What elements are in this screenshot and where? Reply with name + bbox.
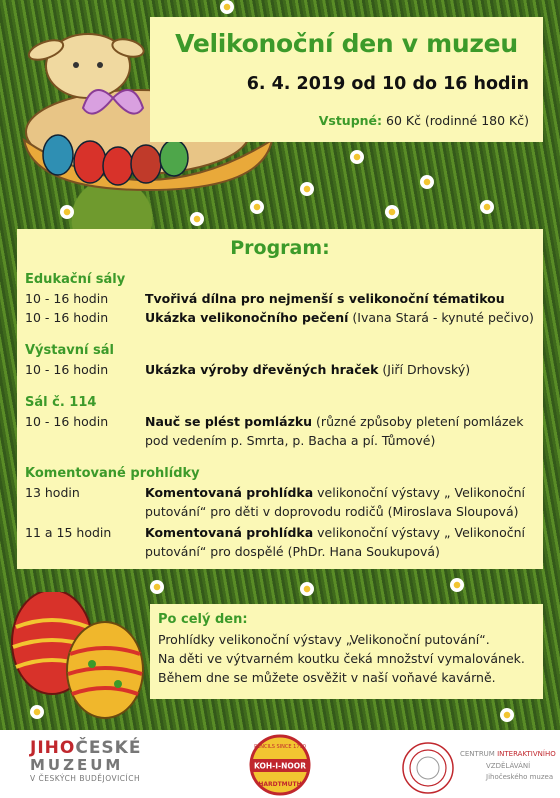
row-activity: Ukázka velikonočního pečení	[145, 310, 349, 325]
program-panel	[17, 229, 543, 569]
row-detail: velikonoční výstavy „ Velikonoční	[313, 525, 525, 540]
row-continuation: putování“ pro děti v doprovodu rodičů (Miroslava Sloupová)	[145, 504, 519, 519]
interactive-education-center-logo	[398, 740, 556, 796]
program-row	[25, 360, 470, 379]
section-title: Výstavní sál	[25, 343, 114, 358]
daisy-icon	[220, 0, 234, 14]
daisy-icon	[500, 708, 514, 722]
row-continuation: pod vedením p. Smrta, p. Bacha a pí. Tůmové)	[145, 433, 436, 448]
koh-i-noor-logo	[248, 734, 312, 796]
row-time: 10 - 16 hodin	[25, 310, 109, 325]
row-activity: Ukázka výroby dřevěných hraček	[145, 362, 379, 377]
daisy-icon	[300, 582, 314, 596]
daisy-icon	[350, 150, 364, 164]
row-detail: (Jiří Drhovský)	[378, 362, 471, 377]
logo-text: JIHO	[30, 738, 76, 758]
daisy-icon	[420, 175, 434, 189]
program-row	[25, 483, 525, 502]
logo-text: Jihočeského muzea	[486, 773, 554, 781]
row-continuation: putování“ pro dospělé (PhDr. Hana Soukupová)	[145, 544, 440, 559]
allday-panel	[150, 604, 543, 699]
event-title: Velikonoční den v muzeu	[175, 29, 518, 58]
allday-line: Během dne se můžete osvěžit v naší voňavé kavárně.	[158, 670, 496, 685]
row-time: 10 - 16 hodin	[25, 291, 109, 306]
row-detail: (Ivana Stará - kynuté pečivo)	[348, 310, 534, 325]
logo-text: KOH-I-NOOR	[254, 761, 306, 771]
program-row	[25, 523, 525, 542]
daisy-icon	[300, 182, 314, 196]
easter-eggs-illustration	[0, 592, 160, 727]
row-detail: velikonoční výstavy „ Velikonoční	[313, 485, 525, 500]
event-date: 6. 4. 2019 od 10 do 16 hodin	[246, 74, 529, 94]
program-heading: Program:	[230, 237, 330, 259]
logo-text: ČESKÉ	[75, 738, 142, 758]
row-time: 11 a 15 hodin	[25, 525, 112, 540]
daisy-icon	[480, 200, 494, 214]
row-activity: Komentovaná prohlídka	[145, 525, 314, 540]
logo-text: V ČESKÝCH BUDĚJOVICÍCH	[30, 774, 141, 783]
program-row	[25, 289, 505, 308]
section-title: Komentované prohlídky	[25, 466, 200, 481]
section-title: Edukační sály	[25, 272, 126, 287]
header-panel	[150, 17, 543, 142]
footer	[0, 730, 560, 798]
logo-text: INTERAKTIVNÍHO	[497, 750, 556, 758]
allday-title: Po celý den:	[158, 612, 248, 627]
section-title: Sál č. 114	[25, 395, 97, 410]
logo-text: VZDĚLÁVÁNÍ	[486, 762, 531, 770]
program-row	[25, 308, 534, 327]
concentric-circles-icon	[398, 740, 458, 796]
daisy-icon	[450, 578, 464, 592]
row-detail: (různé způsoby pletení pomlázek	[312, 414, 524, 429]
row-activity: Komentovaná prohlídka	[145, 485, 314, 500]
logo-text: PENCILS SINCE 1790	[254, 744, 306, 750]
daisy-icon	[385, 205, 399, 219]
allday-line: Prohlídky velikonoční výstavy „Velikonoční putování“.	[158, 632, 490, 647]
logo-text: MUZEUM	[30, 756, 124, 774]
program-row	[25, 412, 523, 431]
logo-text: CENTRUM	[460, 750, 495, 758]
price-line	[319, 113, 529, 128]
row-activity: Nauč se plést pomlázku	[145, 414, 313, 429]
row-activity: Tvořivá dílna pro nejmenší s velikonoční tématikou	[145, 291, 505, 306]
row-time: 10 - 16 hodin	[25, 414, 109, 429]
jihoceske-muzeum-logo	[30, 738, 180, 783]
row-time: 13 hodin	[25, 485, 80, 500]
price-value: 60 Kč (rodinné 180 Kč)	[382, 113, 529, 128]
price-label: Vstupné:	[318, 113, 383, 128]
row-time: 10 - 16 hodin	[25, 362, 109, 377]
logo-text: HARDTMUTH	[258, 781, 302, 788]
allday-line: Na děti ve výtvarném koutku čeká množství vymalovánek.	[158, 651, 525, 666]
